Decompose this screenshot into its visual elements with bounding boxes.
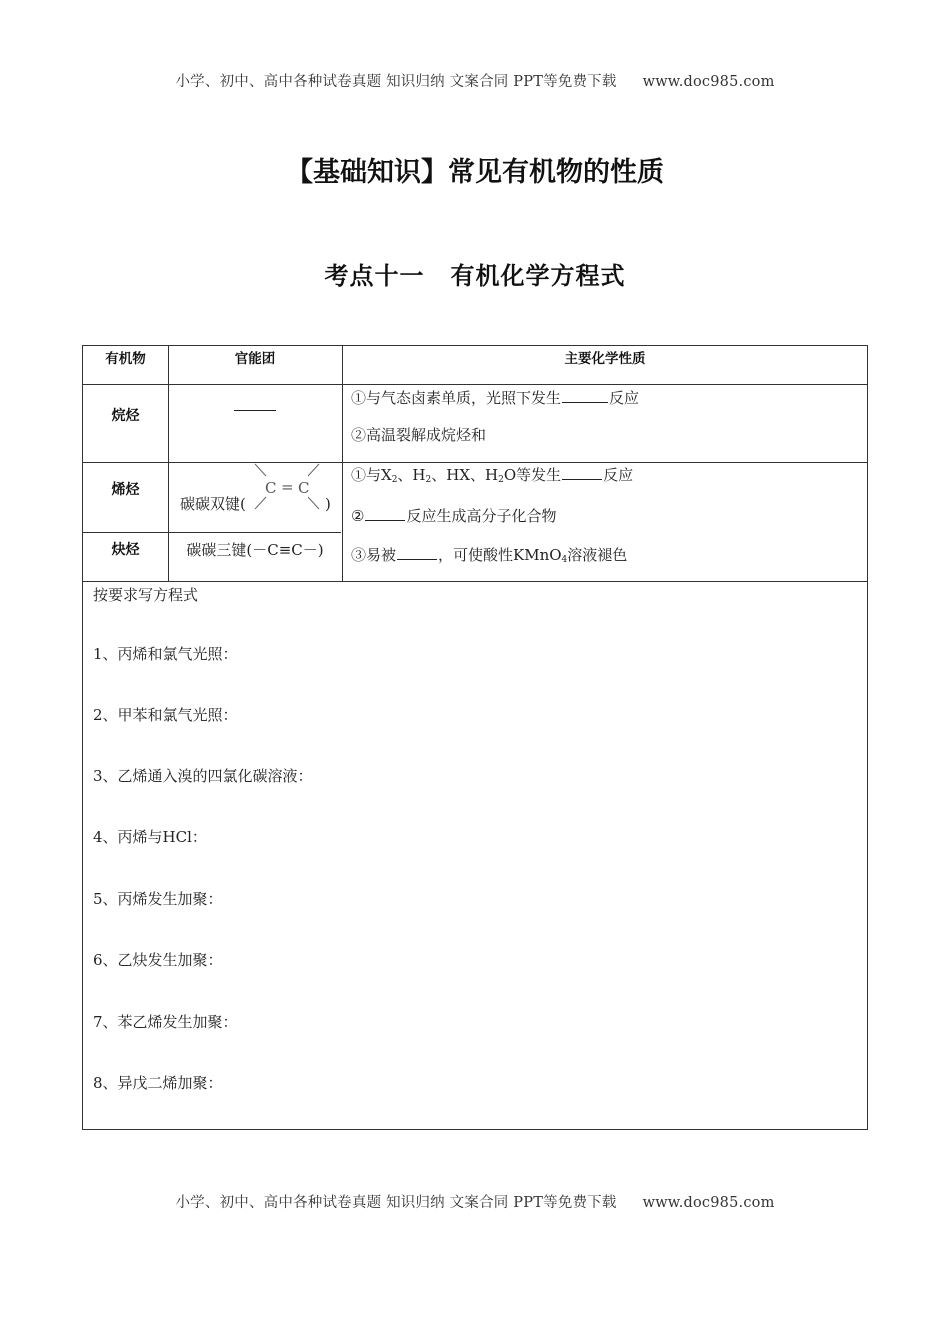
question-5: 5、丙烯发生加聚： (93, 890, 223, 908)
bond-line (308, 497, 319, 509)
question-3: 3、乙烯通入溴的四氯化碳溶液： (93, 767, 313, 785)
section-topic: 有机化学方程式 (450, 262, 626, 290)
row-divider (83, 384, 867, 385)
header-functional-group: 官能团 (234, 351, 276, 367)
col-divider (342, 346, 343, 581)
alkene-name: 烯烃 (111, 482, 140, 498)
answer-blank[interactable] (562, 387, 608, 403)
double-bond-symbol: = (281, 478, 294, 496)
carbon-double-bond-diagram (251, 462, 331, 516)
alkane-group-dash (234, 410, 276, 411)
footer-site: www.doc985.com (642, 1195, 775, 1211)
header-site: www.doc985.com (642, 74, 775, 90)
header-text: 小学、初中、高中各种试卷真题 知识归纳 文案合同 PPT等免费下载 (175, 74, 617, 90)
row-divider (83, 462, 867, 463)
page-footer (0, 1191, 950, 1212)
properties-table (82, 345, 868, 1130)
carbon-atom: C (265, 479, 277, 497)
answer-blank[interactable] (397, 544, 437, 560)
alkane-property-1: ①与气态卤素单质，光照下发生 反应 (351, 389, 640, 407)
question-4: 4、丙烯与HCl： (93, 828, 207, 846)
bond-line (255, 497, 266, 509)
bond-line (255, 464, 266, 476)
row-divider (83, 532, 341, 533)
question-2: 2、甲苯和氯气光照： (93, 706, 238, 724)
question-8: 8、异戊二烯加聚： (93, 1074, 223, 1092)
section-number: 考点十一 (324, 262, 425, 290)
answer-blank[interactable] (562, 464, 602, 480)
alkene-group-close: ) (325, 495, 331, 513)
alkene-property-1: ①与$X_2$、$H_2$、HX、$H_2O$等发生 反应 (351, 466, 634, 485)
question-7: 7、苯乙烯发生加聚： (93, 1013, 238, 1031)
alkene-property-2: ② 反应生成高分子化合物 (351, 507, 557, 525)
alkane-property-2: ②高温裂解成烷烃和 (351, 426, 487, 444)
page-header (0, 70, 950, 91)
questions-intro: 按要求写方程式 (93, 586, 199, 604)
section-title (0, 256, 950, 291)
question-1: 1、丙烯和氯气光照： (93, 645, 238, 663)
alkyne-property-3: ③易被 ，可使酸性KMnO$_4$溶液褪色 (351, 546, 628, 565)
question-6: 6、乙炔发生加聚： (93, 951, 223, 969)
header-organic: 有机物 (105, 351, 146, 367)
alkyne-name: 炔烃 (111, 542, 140, 558)
footer-text: 小学、初中、高中各种试卷真题 知识归纳 文案合同 PPT等免费下载 (175, 1195, 617, 1211)
answer-blank[interactable] (365, 505, 405, 521)
alkene-group-label: 碳碳双键( (180, 495, 246, 513)
alkane-name: 烷烃 (111, 408, 140, 424)
bond-line (308, 464, 319, 476)
carbon-atom: C (298, 479, 310, 497)
alkyne-group: 碳碳三键(－C≡C－) (186, 541, 324, 559)
page-title: 【基础知识】常见有机物的性质 (286, 157, 664, 188)
row-divider (83, 581, 867, 582)
header-properties: 主要化学性质 (564, 351, 646, 367)
